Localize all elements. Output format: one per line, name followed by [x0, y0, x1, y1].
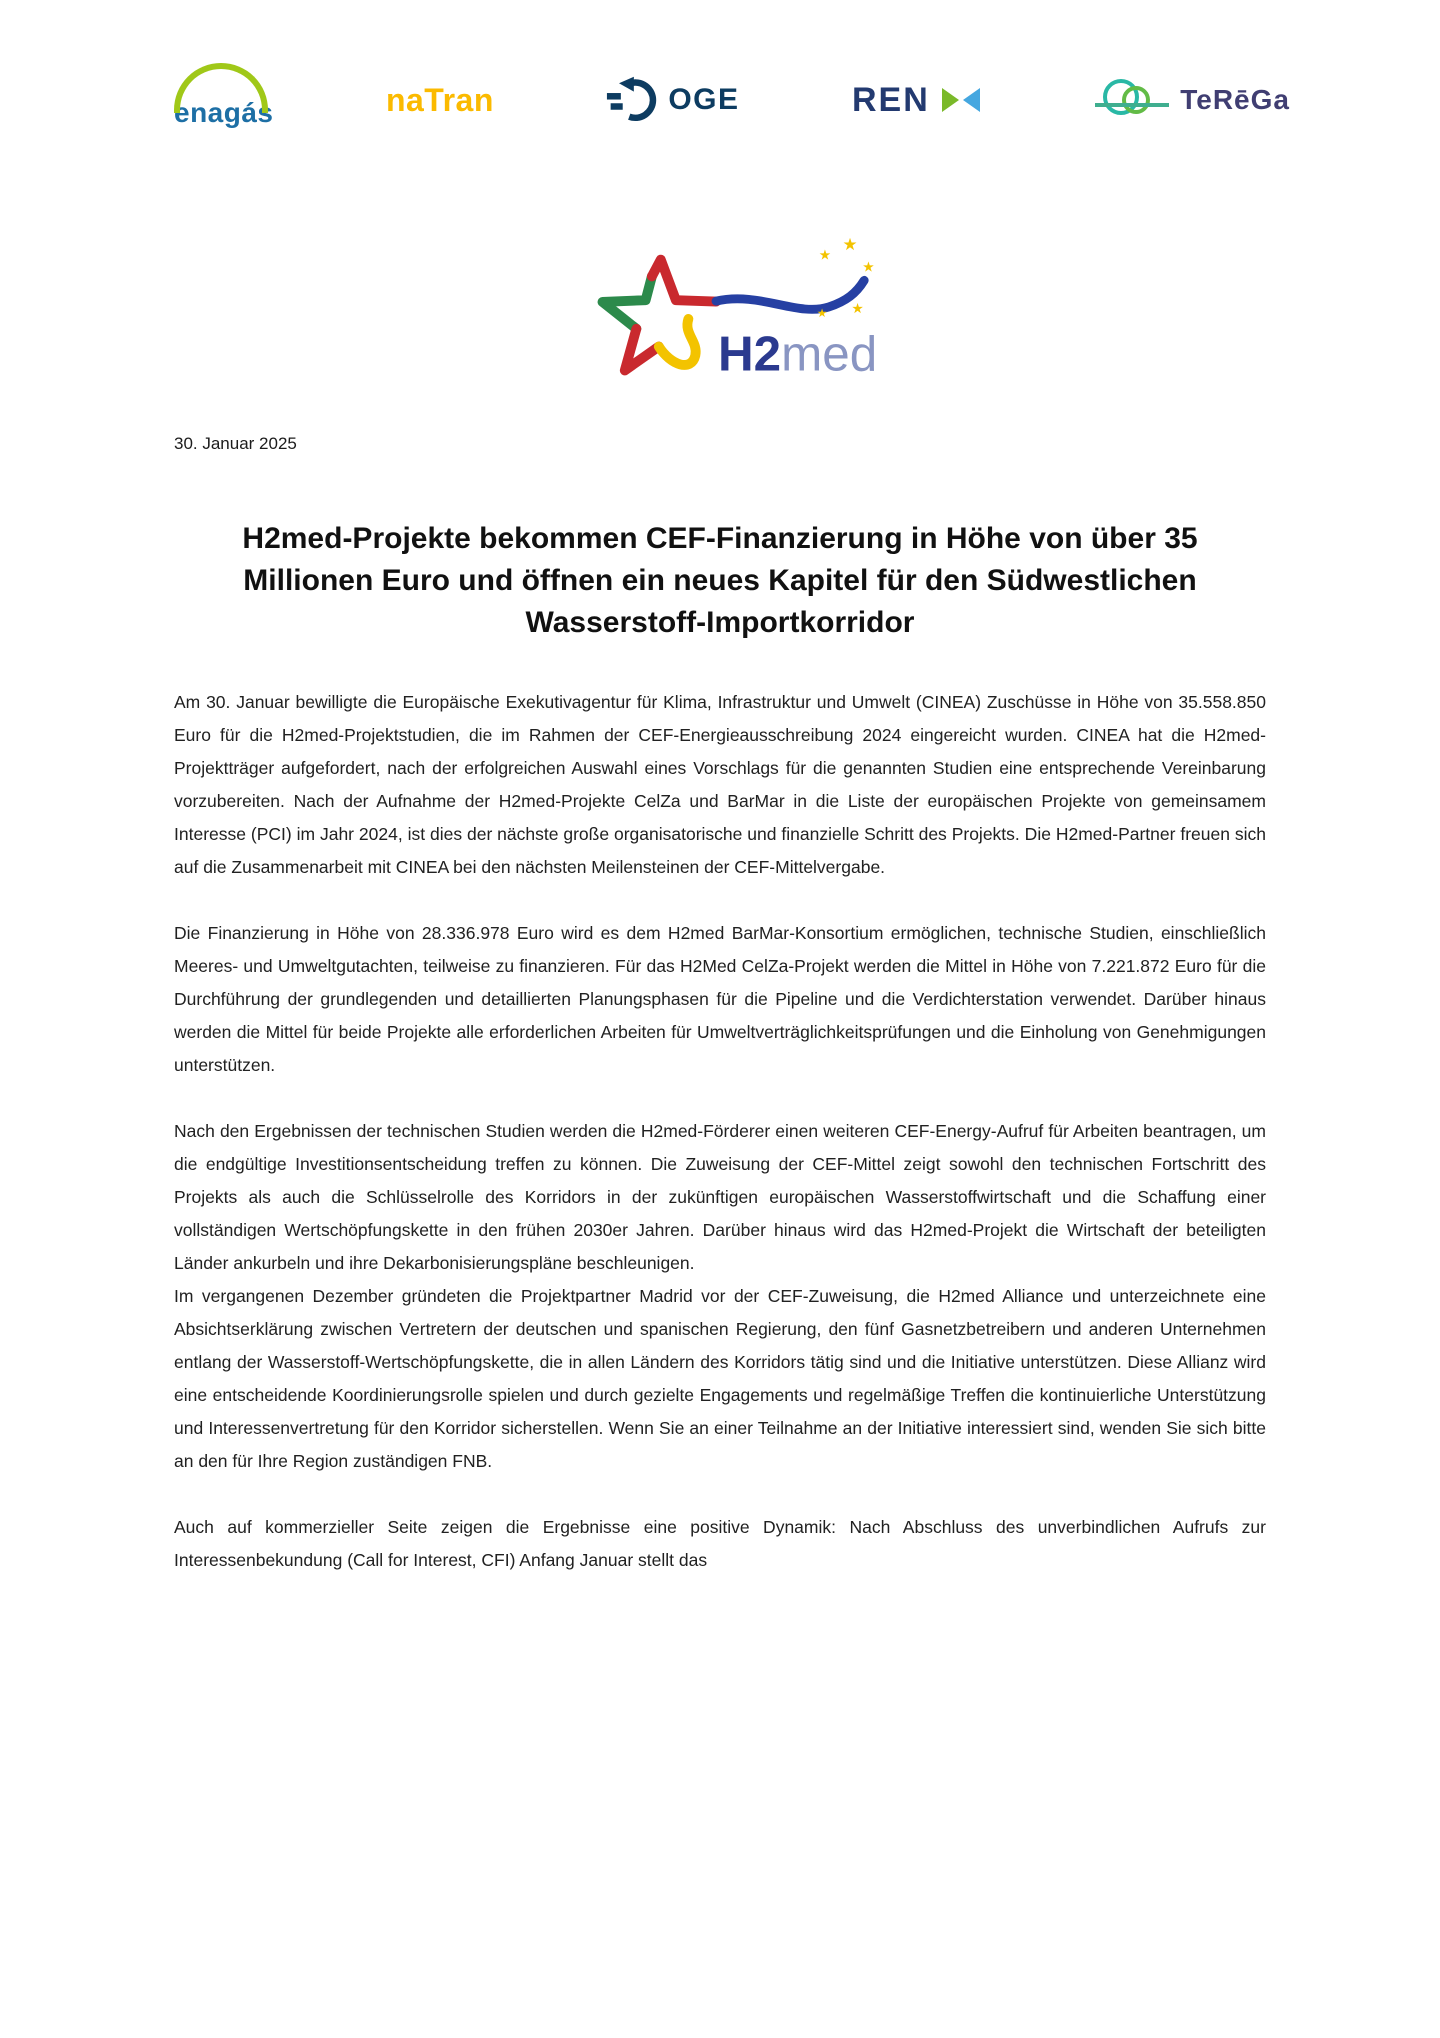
document-content — [174, 434, 1266, 1577]
h2med-star-green-segment — [602, 276, 651, 328]
h2med-logo — [562, 232, 878, 390]
natran-logo-text: naTran — [385, 81, 494, 118]
sparkle-star-icon: ★ — [862, 259, 875, 276]
sparkle-star-icon: ★ — [816, 305, 828, 320]
enagas-logo — [174, 71, 274, 129]
oge-circle-arrows-icon — [606, 74, 658, 126]
ren-bowtie-icon — [940, 86, 982, 114]
ren-logo — [852, 81, 982, 120]
article-body — [174, 686, 1266, 1577]
document-title: H2med-Projekte bekommen CEF-Finanzierung in Höhe von über 35 Millionen Euro und öffnen ein neues Kapitel für den Südwestlichen Wasserstoff-Importkorridor — [242, 522, 1198, 639]
paragraph: Auch auf kommerzieller Seite zeigen die Ergebnisse eine positive Dynamik: Nach Abschluss des unverbindlichen Aufrufs zur Interessenbekundung (Call for Interest, CFI) Anfang Januar stellt das — [174, 1517, 1266, 1570]
h2med-swoosh — [716, 280, 864, 309]
h2med-star-icon — [562, 232, 878, 390]
h2med-wordmark-med: med — [781, 326, 878, 382]
partner-logo-row — [174, 60, 1290, 140]
oge-logo-text: OGE — [668, 83, 740, 116]
paragraph: Nach den Ergebnissen der technischen Studien werden die H2med-Förderer einen weiteren CEF-Energy-Aufruf für Arbeiten beantragen, um die endgültige Investitionsentscheidung treffen zu können. Die Zuweisung der CEF-Mittel zeigt sowohl den technischen Fortschritt des Projekts als auch die Schlüsselrolle des Korridors in der zukünftigen europäischen Wasserstoffwirtschaft und die Schaffung einer vollständigen Wertschöpfungskette in den frühen 2030er Jahren. Darüber hinaus wird das H2med-Projekt die Wirtschaft der beteiligten Länder ankurbeln und ihre Dekarbonisierungspläne beschleunigen. — [174, 1121, 1266, 1273]
sparkle-star-icon: ★ — [818, 247, 832, 264]
paragraph: Im vergangenen Dezember gründeten die Projektpartner Madrid vor der CEF-Zuweisung, die H2med Alliance und unterzeichnete eine Absichtserklärung zwischen Vertretern der deutschen und spanischen Regierung, den fünf Gasnetzbetreibern und anderen Unternehmen entlang der Wasserstoff-Wertschöpfungskette, die in allen Ländern des Korridors tätig sind und die Initiative unterstützen. Diese Allianz wird eine entscheidende Koordinierungsrolle spielen und durch gezielte Engagements und regelmäßige Treffen die kontinuierliche Unterstützung und Interessenvertretung für den Korridor sicherstellen. Wenn Sie an einer Teilnahme an der Initiative interessiert sind, wenden Sie sich bitte an den für Ihre Region zuständigen FNB. — [174, 1286, 1266, 1471]
ren-logo-text: REN — [851, 80, 930, 119]
oge-logo — [606, 74, 739, 126]
terega-logo — [1094, 76, 1290, 124]
h2med-star-yellow-curl — [659, 319, 696, 365]
paragraph: Die Finanzierung in Höhe von 28.336.978 Euro wird es dem H2med BarMar-Konsortium ermöglichen, technische Studien, einschließlich Meeres- und Umweltgutachten, teilweise zu finanzieren. Für das H2Med CelZa-Projekt werden die Mittel in Höhe von 7.221.872 Euro für die Durchführung der grundlegenden und detaillierten Planungsphasen für die Pipeline und die Verdichterstation verwendet. Darüber hinaus werden die Mittel für beide Projekte alle erforderlichen Arbeiten für Umweltverträglichkeitsprüfungen und die Einholung von Genehmigungen unterstützen. — [174, 923, 1266, 1075]
terega-logo-text: TeRēGa — [1180, 84, 1290, 115]
enagas-arc-icon — [174, 63, 268, 113]
sparkle-star-icon: ★ — [851, 300, 864, 317]
sparkle-star-icon: ★ — [842, 233, 858, 254]
document-date: 30. Januar 2025 — [174, 434, 297, 453]
enagas-logo-text: enagás — [174, 97, 274, 128]
terega-globe-icon — [1094, 76, 1170, 124]
paragraph: Am 30. Januar bewilligte die Europäische Exekutivagentur für Klima, Infrastruktur und Umwelt (CINEA) Zuschüsse in Höhe von 35.558.850 Euro für die H2med-Projektstudien, die im Rahmen der CEF-Energieausschreibung 2024 eingereicht wurden. CINEA hat die H2med-Projektträger aufgefordert, nach der erfolgreichen Auswahl eines Vorschlags für die genannten Studien eine entsprechende Vereinbarung vorzubereiten. Nach der Aufnahme der H2med-Projekte CelZa und BarMar in die Liste der europäischen Projekte von gemeinsamem Interesse (PCI) im Jahr 2024, ist dies der nächste große organisatorische und finanzielle Schritt des Projekts. Die H2med-Partner freuen sich auf die Zusammenarbeit mit CINEA bei den nächsten Meilensteinen der CEF-Mittelvergabe. — [174, 692, 1266, 877]
h2med-wordmark — [718, 326, 877, 381]
h2med-star-red-bottom — [625, 329, 659, 371]
h2med-star-red-apex — [652, 260, 716, 302]
h2med-wordmark-h2: H2 — [718, 326, 782, 382]
natran-logo — [386, 82, 494, 119]
